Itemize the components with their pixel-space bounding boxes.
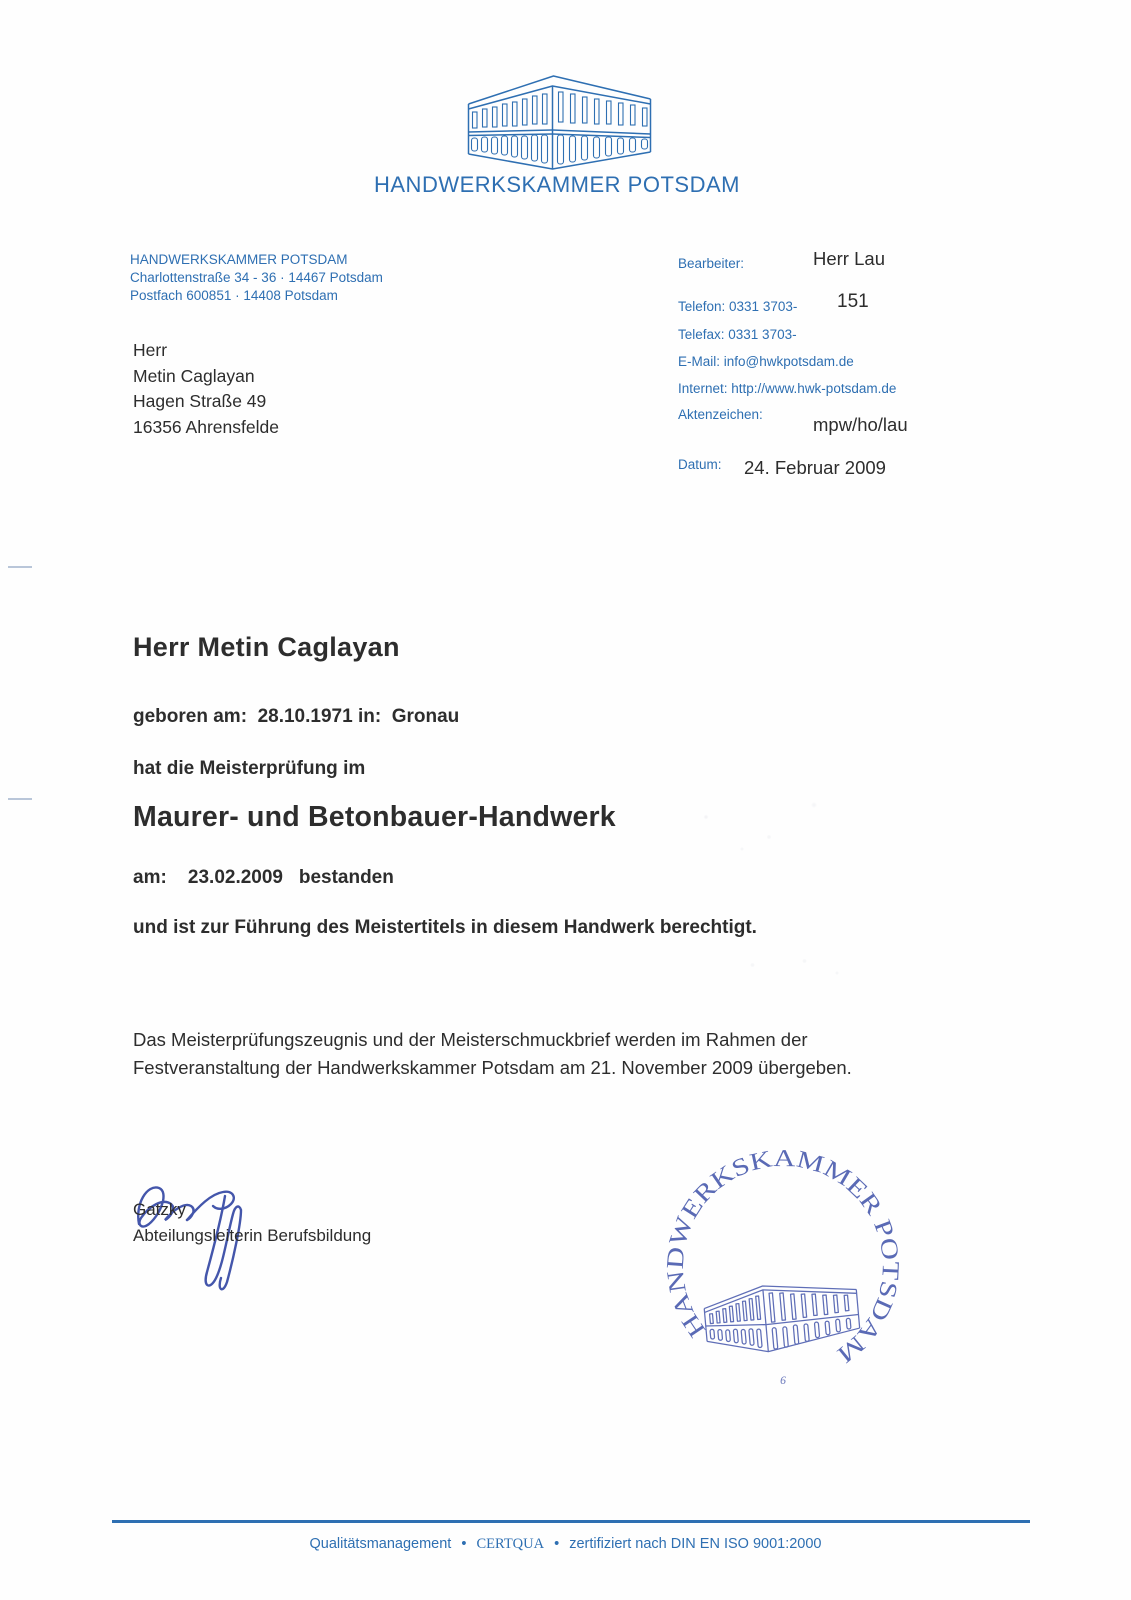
sender-name: HANDWERKSKAMMER POTSDAM — [130, 252, 348, 267]
sender-street: Charlottenstraße 34 - 36 · 14467 Potsdam — [130, 270, 383, 285]
bearbeiter-value: Herr Lau — [813, 248, 885, 269]
stamp-bottom-mark: 6 — [780, 1374, 786, 1388]
aktenzeichen-value: mpw/ho/lau — [813, 414, 908, 435]
aktenzeichen-label: Aktenzeichen: — [678, 407, 763, 422]
datum-label: Datum: — [678, 457, 722, 472]
letterhead-org-name: HANDWERKSKAMMER POTSDAM — [374, 172, 740, 197]
trade-title: Maurer- und Betonbauer-Handwerk — [133, 801, 616, 833]
fold-mark-bottom — [8, 798, 32, 800]
footer-bullet: • — [461, 1536, 467, 1552]
telefon-label: Telefon: 0331 3703- — [678, 299, 798, 314]
stamp-seal — [657, 1137, 909, 1389]
signer-role: Abteilungsleiterin Berufsbildung — [133, 1226, 372, 1245]
sender-postbox: Postfach 600851 · 14408 Potsdam — [130, 288, 338, 303]
footer-bullet: • — [554, 1536, 560, 1552]
signer-name: Gatzky — [133, 1200, 186, 1219]
ceremony-paragraph: Das Meisterprüfungszeugnis und der Meisterschmuckbrief werden im Rahmen der Festveranstaltung der Handwerkskammer Potsdam am 21. November 2009 übergeben. — [133, 1029, 852, 1078]
recipient-city: 16356 Ahrensfelde — [133, 416, 279, 437]
entitlement-line: und ist zur Führung des Meistertitels in diesem Handwerk berechtigt. — [133, 917, 757, 938]
scan-smudge — [670, 785, 850, 865]
building-logo-icon — [452, 66, 667, 176]
datum-value: 24. Februar 2009 — [744, 457, 886, 478]
telefon-extension: 151 — [837, 291, 869, 312]
fold-mark-top — [8, 566, 32, 568]
footer-suffix: zertifiziert nach DIN EN ISO 9001:2000 — [569, 1536, 822, 1552]
exam-intro-line: hat die Meisterprüfung im — [133, 758, 366, 779]
recipient-name: Metin Caglayan — [133, 365, 255, 386]
exam-date-line: am: 23.02.2009 bestanden — [133, 867, 394, 888]
internet-label: Internet: http://www.hwk-potsdam.de — [678, 381, 897, 396]
recipient-salutation: Herr — [133, 340, 168, 360]
footer-rule — [112, 1520, 1030, 1523]
stamp-ring-text: HANDWERKSKAMMER POTSDAM — [661, 1144, 905, 1365]
sender-block — [130, 251, 383, 305]
email-label: E-Mail: info@hwkpotsdam.de — [678, 354, 854, 369]
certificate-holder-name: Herr Metin Caglayan — [133, 632, 400, 662]
recipient-block — [133, 338, 279, 440]
telefax-label: Telefax: 0331 3703- — [678, 327, 797, 342]
recipient-street: Hagen Straße 49 — [133, 391, 267, 411]
footer-certification-line — [0, 1536, 1131, 1553]
birth-line: geboren am: 28.10.1971 in: Gronau — [133, 706, 460, 727]
scan-smudge — [720, 945, 850, 985]
footer-prefix: Qualitätsmanagement — [309, 1536, 452, 1552]
bearbeiter-label: Bearbeiter: — [678, 256, 745, 271]
footer-brand: CERTQUA — [476, 1536, 545, 1552]
